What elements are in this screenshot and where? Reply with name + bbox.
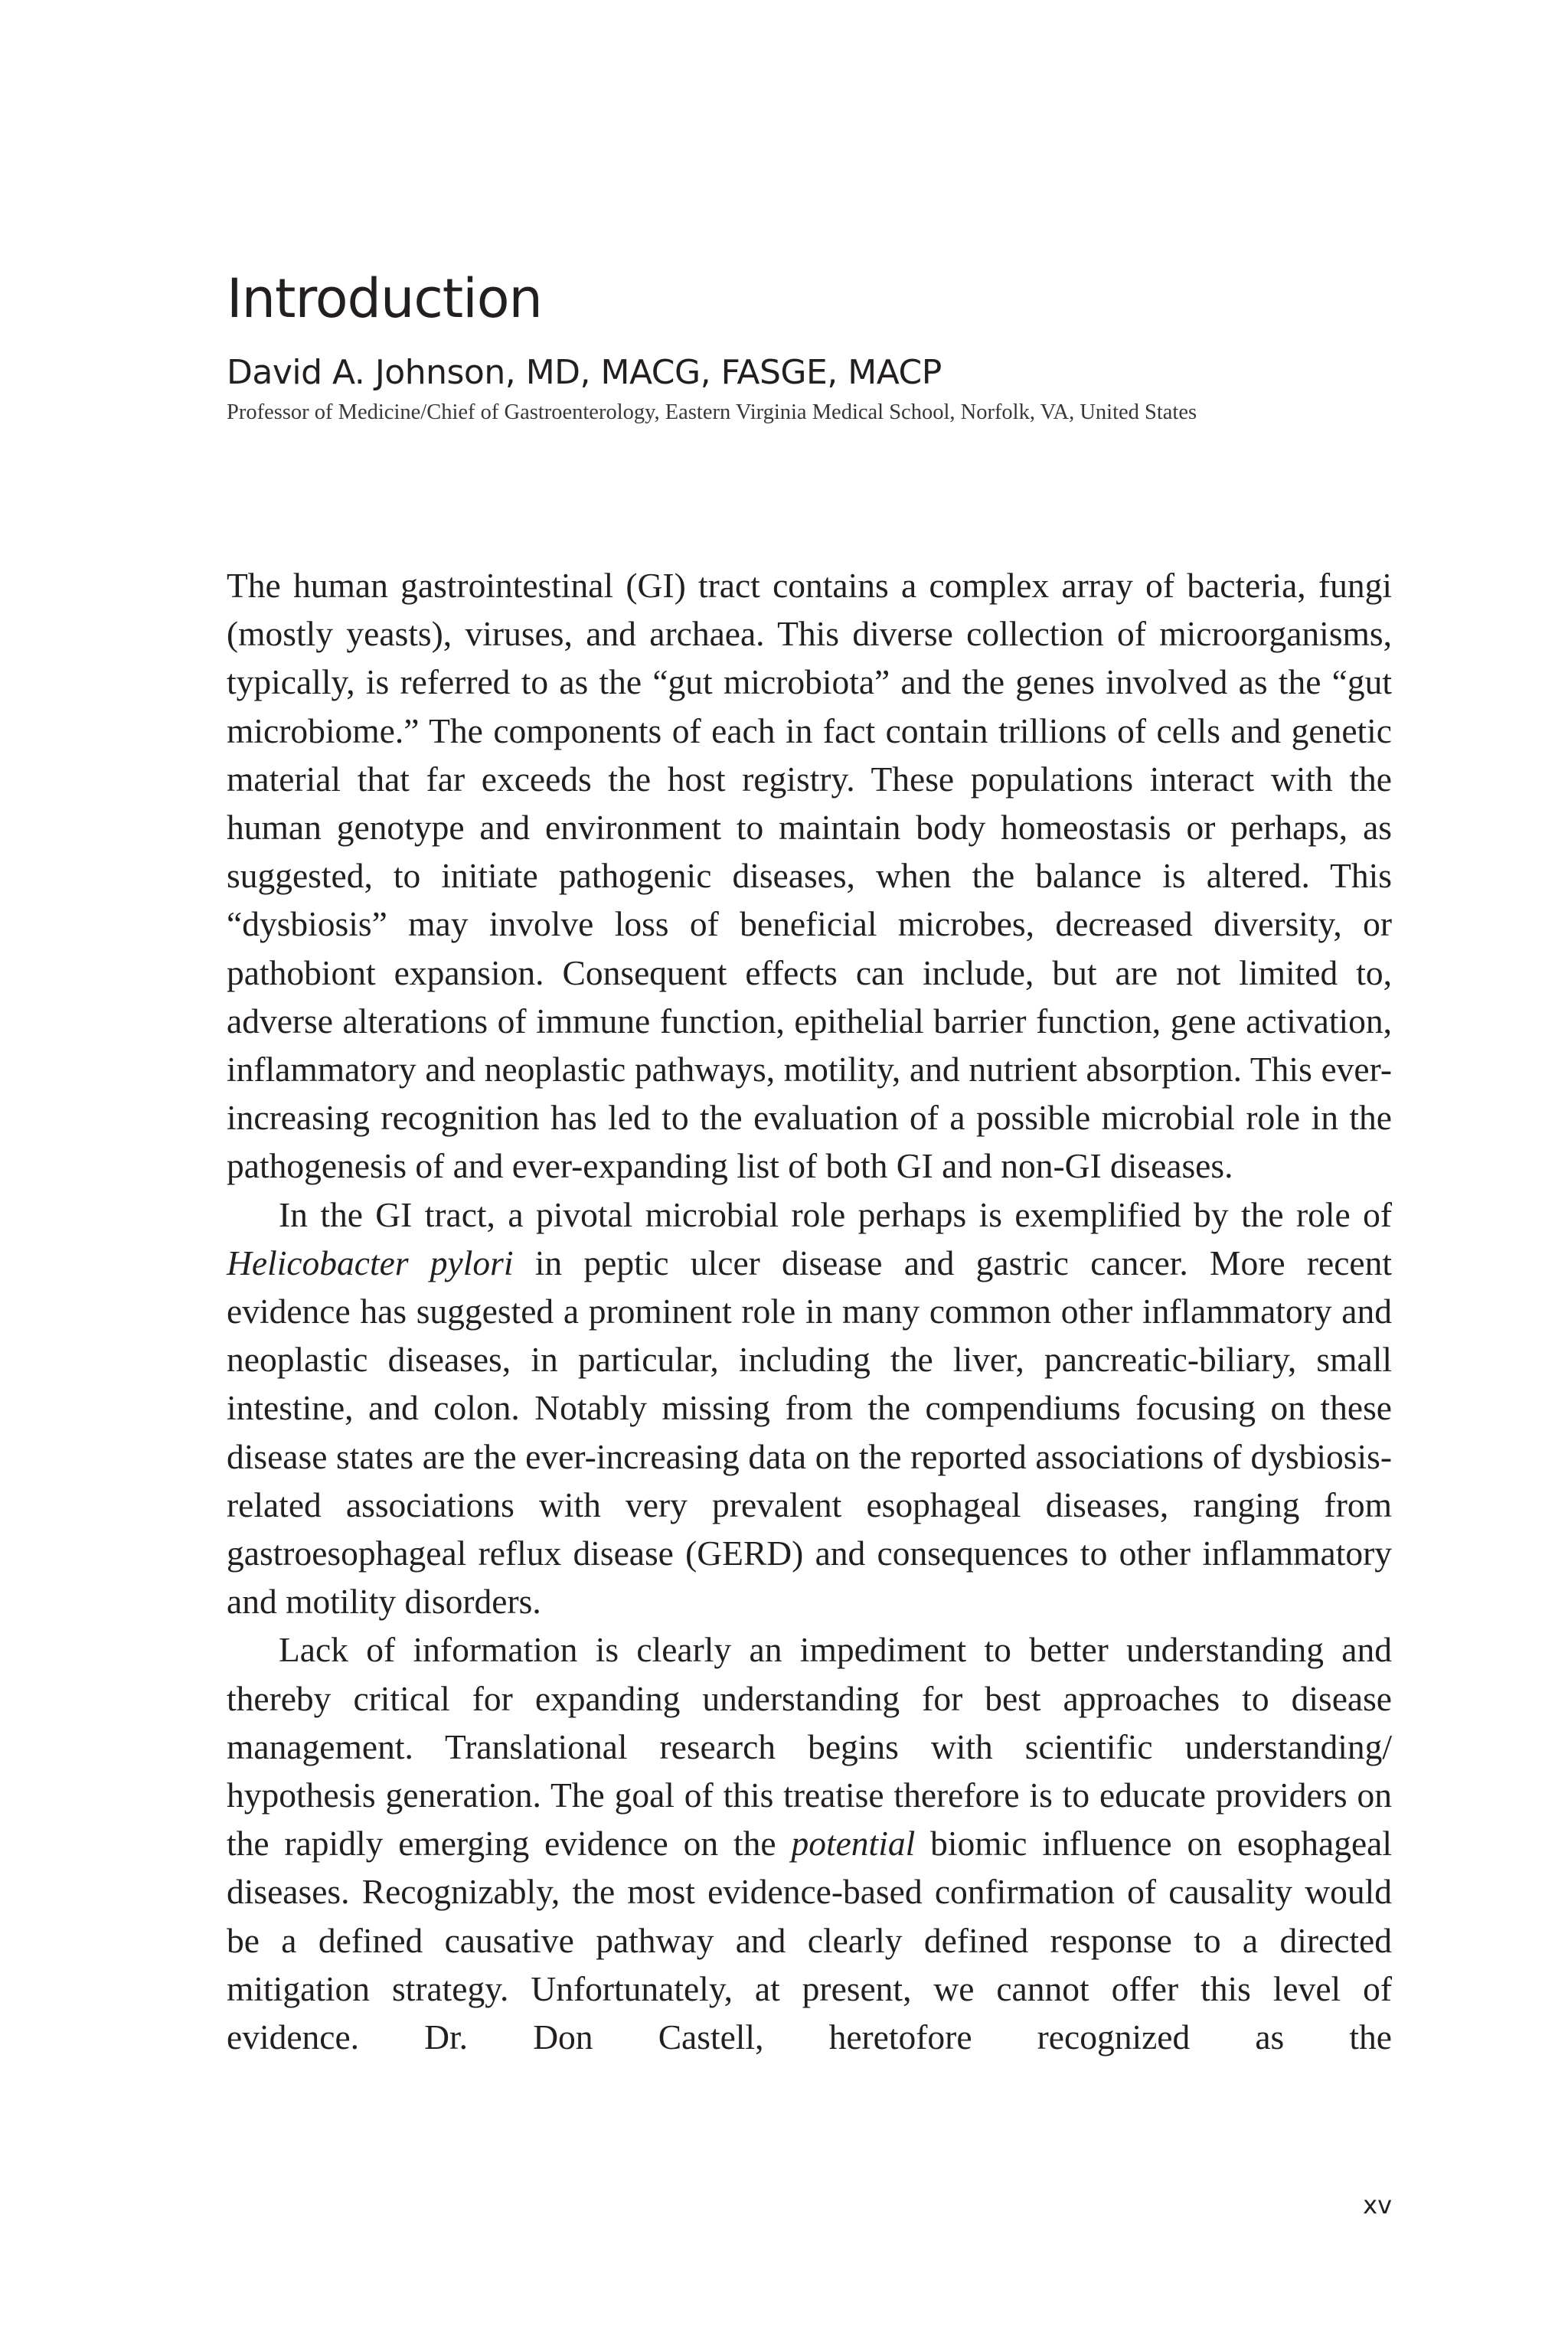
paragraph-2 [227,1191,1392,1626]
body-text [227,561,1392,2061]
paragraph-text: in peptic ulcer disease and gastric cancer. More recent evidence has suggested a prominent role in many common other inflammatory and neoplastic diseases, in particular, including the liver, pancreatic-biliary, small intestine, and colon. Notably missing from the compendiums focusing on these disease states are the ever-increasing data on the reported associations of dysbiosis-related associations with very prevalent esophageal diseases, ranging from gastroesophageal reflux disease (GERD) and consequences to other inflammatory and motility disorders. [227,1243,1392,1622]
italic-term-potential: potential [791,1824,916,1864]
paragraph-text: The human gastrointestinal (GI) tract contains a complex array of bacteria, fungi (mostly yeasts), viruses, and archaea. This diverse collection of microorganisms, typically, is referred to as the “gut microbiota” and the genes involved as the “gut microbiome.” The components of each in fact contain trillions of cells and genetic material that far exceeds the host registry. These populations interact with the human genotype and environment to maintain body homeostasis or perhaps, as suggested, to initiate pathogenic diseases, when the balance is altered. This “dysbiosis” may involve loss of beneficial microbes, decreased diversity, or pathobiont expansion. Consequent effects can include, but are not limited to, adverse alterations of immune function, epithelial barrier function, gene activation, inflammatory and neoplastic pathways, motility, and nutrient absorption. This ever-increasing recognition has led to the evaluation of a possible microbial role in the pathogenesis of and ever-expanding list of both GI and non-GI diseases. [227,566,1392,1186]
page-number: xv [1363,2190,1392,2220]
paragraph-text: Lack of information is clearly an impediment to better understanding and thereby critical for expanding understanding for best approaches to disease management. Translational research begins with scientific understanding/ hypothesis generation. The goal of this treatise therefore is to educate providers on the rapidly emerging evidence on the [227,1630,1392,1864]
paragraph-3 [227,1625,1392,2061]
italic-term-helicobacter-pylori: Helicobacter pylori [227,1243,514,1282]
author-name: David A. Johnson, MD, MACG, FASGE, MACP [227,353,942,392]
paragraph-text: In the GI tract, a pivotal microbial role perhaps is exemplified by the role of [279,1194,1392,1234]
chapter-title: Introduction [227,267,542,330]
paragraph-text: biomic influence on esophageal diseases. Recognizably, the most evidence-based confirmation of causality would be a defined causative pathway and clearly defined response to a directed mitigation strategy. Unfortunately, at present, we cannot offer this level of evidence. Dr. Don Castell, heretofore recognized as the [227,1824,1392,2057]
paragraph-1 [227,561,1392,1191]
author-affiliation: Professor of Medicine/Chief of Gastroenterology, Eastern Virginia Medical School, Norfolk, VA, United States [227,400,1197,424]
